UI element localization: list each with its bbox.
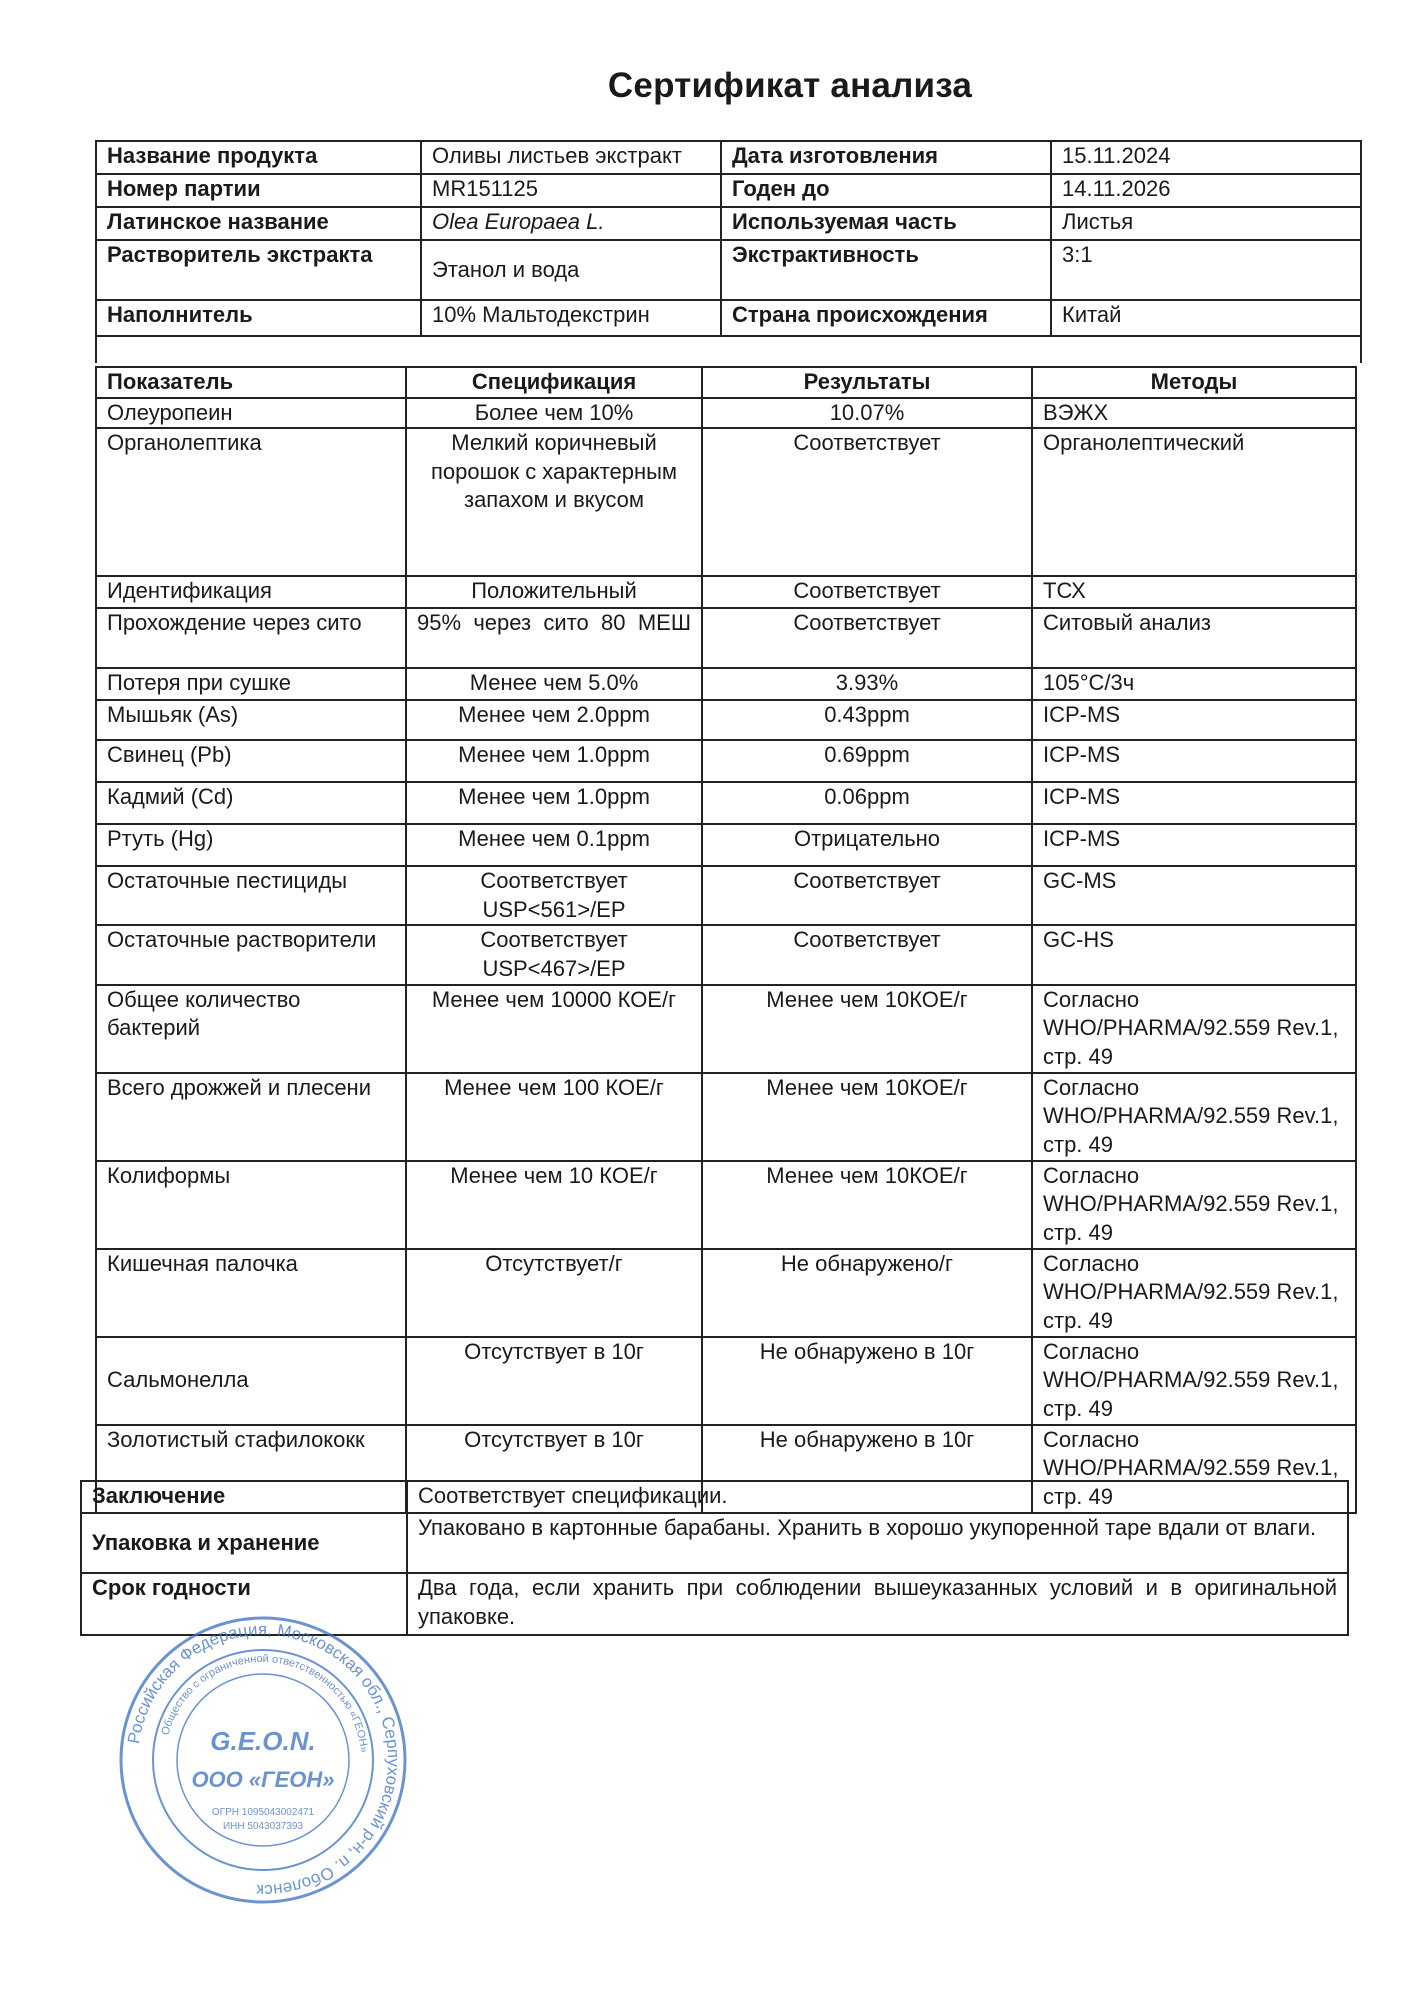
info-value: Этанол и вода [421,240,721,300]
result-cell: 3.93% [702,668,1032,700]
result-cell: Менее чем 10КОЕ/г [702,985,1032,1073]
info-label: Используемая часть [721,207,1051,240]
specification-cell: Положительный [406,576,702,608]
footer-text: Соответствует спецификации. [407,1481,1348,1513]
parameter-cell: Сальмонелла [96,1337,406,1425]
analysis-row [96,824,1356,866]
result-cell: Не обнаружено в 10г [702,1425,1032,1513]
specification-cell: Отсутствует/г [406,1249,702,1337]
analysis-row [96,925,1356,984]
info-value: Olea Europaea L. [421,207,721,240]
specification-cell: Отсутствует в 10г [406,1425,702,1513]
method-cell: Согласно WHO/PHARMA/92.559 Rev.1, стр. 49 [1032,1161,1356,1249]
info-row [96,207,1361,240]
stamp-center-bottom: ООО «ГЕОН» [191,1767,335,1792]
analysis-row [96,1073,1356,1161]
parameter-cell: Всего дрожжей и плесени [96,1073,406,1161]
info-value: MR151125 [421,174,721,207]
page-title: Сертификат анализа [607,66,973,105]
parameter-cell: Мышьяк (As) [96,700,406,740]
info-value: Оливы листьев экстракт [421,141,721,174]
info-value: 3:1 [1051,240,1361,300]
footer-label: Срок годности [81,1573,407,1635]
header-parameter: Показатель [96,367,406,398]
stamp-center-top: G.E.O.N. [210,1726,316,1756]
result-cell: Соответствует [702,925,1032,984]
spacer-row [96,336,1361,363]
info-value: 14.11.2026 [1051,174,1361,207]
method-cell: Согласно WHO/PHARMA/92.559 Rev.1, стр. 49 [1032,1073,1356,1161]
conclusion-table [80,1480,1349,1636]
analysis-row [96,740,1356,782]
info-row [96,300,1361,336]
info-row [96,174,1361,207]
info-label: Дата изготовления [721,141,1051,174]
info-label: Номер партии [96,174,421,207]
info-label: Экстрактивность [721,240,1051,300]
footer-text: Два года, если хранить при соблюдении вышеуказанных условий и в оригинальной упаковке. [407,1573,1348,1635]
info-row [96,141,1361,174]
specification-cell: Более чем 10% [406,398,702,429]
parameter-cell: Общее количество бактерий [96,985,406,1073]
parameter-cell: Остаточные пестициды [96,866,406,925]
specification-cell: Менее чем 100 КОЕ/г [406,1073,702,1161]
specification-cell: Менее чем 5.0% [406,668,702,700]
info-label: Наполнитель [96,300,421,336]
parameter-cell: Свинец (Pb) [96,740,406,782]
analysis-row [96,782,1356,824]
spacer-cell [96,336,1361,363]
stamp-outer-text: Российская Федерация, Московская обл., Серпуховский р-н, п. Оболенск [124,1619,404,1901]
analysis-row [96,398,1356,429]
stamp-inn: ИНН 5043037393 [222,1821,304,1832]
specification-cell: Соответствует USP<467>/EP [406,925,702,984]
method-cell: ICP-MS [1032,824,1356,866]
specification-cell: Менее чем 0.1ppm [406,824,702,866]
header-specification: Спецификация [406,367,702,398]
method-cell: Согласно WHO/PHARMA/92.559 Rev.1, стр. 49 [1032,985,1356,1073]
result-cell: 0.69ppm [702,740,1032,782]
method-cell: ICP-MS [1032,740,1356,782]
analysis-row [96,1337,1356,1425]
method-cell: ТСХ [1032,576,1356,608]
analysis-row [96,668,1356,700]
method-cell: GC-MS [1032,866,1356,925]
company-stamp [118,1615,408,1905]
result-cell: 10.07% [702,398,1032,429]
result-cell: 0.43ppm [702,700,1032,740]
parameter-cell: Органолептика [96,428,406,576]
analysis-row [96,866,1356,925]
stamp-inner-text: Общество с ограниченной ответственностью «ГЕОН» [159,1652,370,1754]
specification-cell: Менее чем 10000 КОЕ/г [406,985,702,1073]
footer-label: Упаковка и хранение [81,1513,407,1573]
parameter-cell: Ртуть (Hg) [96,824,406,866]
analysis-row [96,700,1356,740]
result-cell: Соответствует [702,608,1032,668]
info-value: Китай [1051,300,1361,336]
analysis-row [96,576,1356,608]
product-info-table [95,140,1362,363]
footer-label: Заключение [81,1481,407,1513]
method-cell: GC-HS [1032,925,1356,984]
parameter-cell: Олеуропеин [96,398,406,429]
specification-cell: Менее чем 1.0ppm [406,782,702,824]
parameter-cell: Прохождение через сито [96,608,406,668]
method-cell: Согласно WHO/PHARMA/92.559 Rev.1, стр. 49 [1032,1337,1356,1425]
parameter-cell: Потеря при сушке [96,668,406,700]
specification-cell: Мелкий коричневый порошок с характерным запахом и вкусом [406,428,702,576]
footer-text: Упаковано в картонные барабаны. Хранить в хорошо укупоренной таре вдали от влаги. [407,1513,1348,1573]
result-cell: Соответствует [702,866,1032,925]
parameter-cell: Золотистый стафилококк [96,1425,406,1513]
footer-row [81,1481,1348,1513]
info-value: 10% Мальтодекстрин [421,300,721,336]
method-cell: ВЭЖХ [1032,398,1356,429]
analysis-row [96,608,1356,668]
specification-cell: Менее чем 2.0ppm [406,700,702,740]
header-results: Результаты [702,367,1032,398]
method-cell: ICP-MS [1032,700,1356,740]
specification-cell: Менее чем 1.0ppm [406,740,702,782]
result-cell: Соответствует [702,576,1032,608]
specification-cell: Отсутствует в 10г [406,1337,702,1425]
specification-cell: Соответствует USP<561>/EP [406,866,702,925]
analysis-table [95,366,1357,1514]
result-cell: Не обнаружено в 10г [702,1337,1032,1425]
analysis-row [96,1161,1356,1249]
method-cell: Органолептический [1032,428,1356,576]
info-row [96,240,1361,300]
info-label: Страна происхождения [721,300,1051,336]
info-label: Латинское название [96,207,421,240]
method-cell: 105°С/3ч [1032,668,1356,700]
specification-cell: Менее чем 10 КОЕ/г [406,1161,702,1249]
info-label: Годен до [721,174,1051,207]
result-cell: 0.06ppm [702,782,1032,824]
result-cell: Не обнаружено/г [702,1249,1032,1337]
stamp-middle-ring [153,1650,373,1870]
method-cell: Согласно WHO/PHARMA/92.559 Rev.1, стр. 49 [1032,1425,1356,1513]
method-cell: Ситовый анализ [1032,608,1356,668]
result-cell: Менее чем 10КОЕ/г [702,1161,1032,1249]
stamp-ogrn: ОГРН 1095043002471 [211,1807,315,1818]
analysis-row [96,1249,1356,1337]
specification-cell: 95% через сито 80 МЕШ [406,608,702,668]
header-methods: Методы [1032,367,1356,398]
analysis-row [96,428,1356,576]
info-label: Растворитель экстракта [96,240,421,300]
method-cell: Согласно WHO/PHARMA/92.559 Rev.1, стр. 49 [1032,1249,1356,1337]
parameter-cell: Колиформы [96,1161,406,1249]
analysis-header-row [96,367,1356,398]
parameter-cell: Кишечная палочка [96,1249,406,1337]
parameter-cell: Кадмий (Cd) [96,782,406,824]
result-cell: Отрицательно [702,824,1032,866]
parameter-cell: Идентификация [96,576,406,608]
info-value: Листья [1051,207,1361,240]
method-cell: ICP-MS [1032,782,1356,824]
result-cell: Соответствует [702,428,1032,576]
info-value: 15.11.2024 [1051,141,1361,174]
info-label: Название продукта [96,141,421,174]
footer-row [81,1513,1348,1573]
analysis-row [96,985,1356,1073]
parameter-cell: Остаточные растворители [96,925,406,984]
result-cell: Менее чем 10КОЕ/г [702,1073,1032,1161]
